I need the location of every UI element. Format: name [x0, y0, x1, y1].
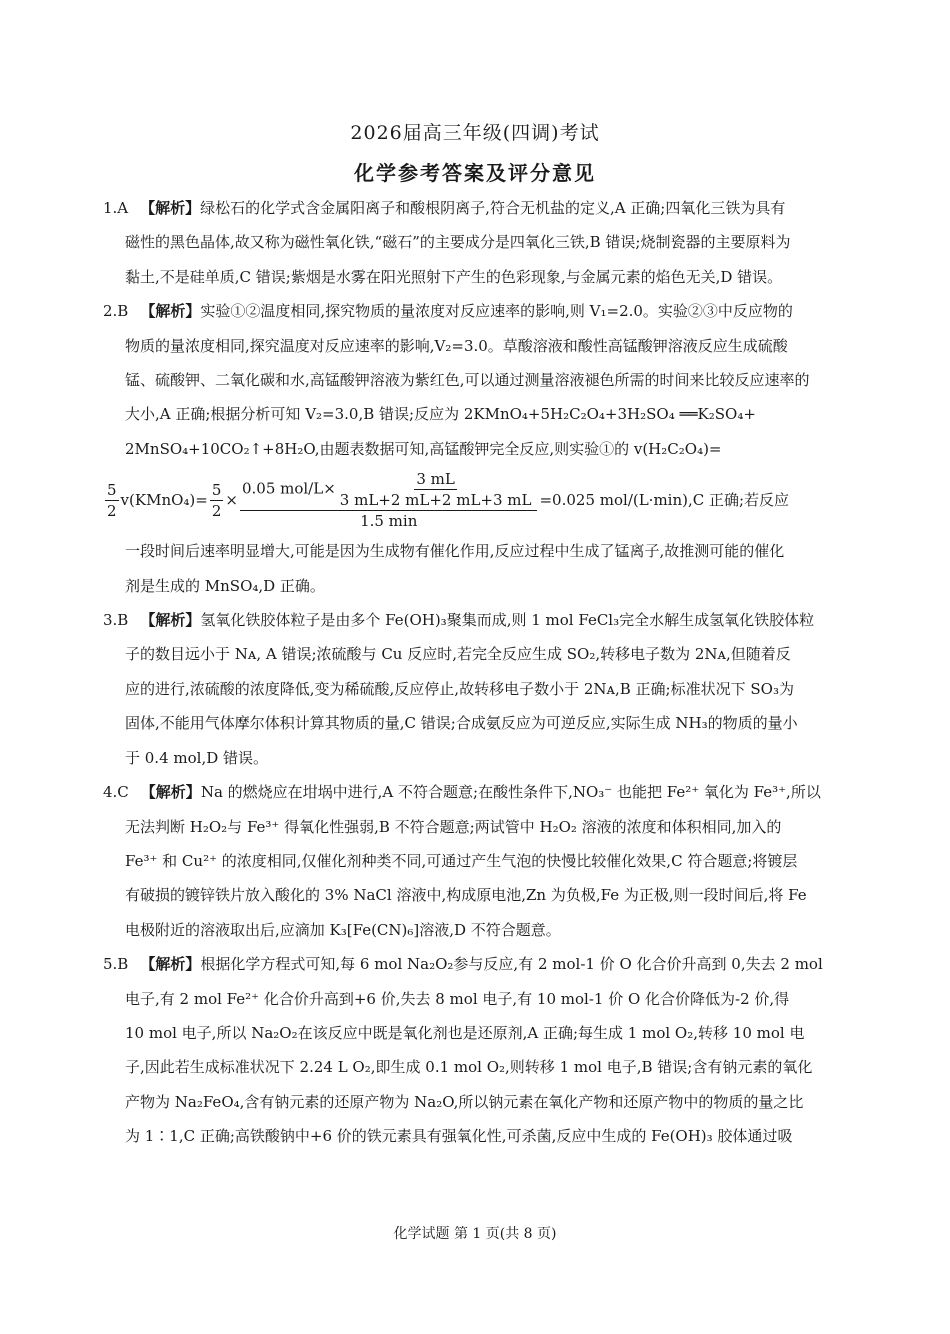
analysis-tag: 【解析】	[140, 955, 201, 974]
answer-text-line: 有破损的镀锌铁片放入酸化的 3% NaCl 溶液中,构成原电池,Zn 为负极,Fe 为正极,则一段时间后,将 Fe	[125, 886, 807, 905]
answer-number: 4.C	[103, 783, 129, 802]
answer-text-line: 氢氧化铁胶体粒子是由多个 Fe(OH)₃聚集而成,则 1 mol FeCl₃完全水解生成氢氧化铁胶体粒	[200, 611, 815, 630]
answer-text-line: 电极附近的溶液取出后,应滴加 K₃[Fe(CN)₆]溶液,D 不符合题意。	[125, 920, 561, 939]
page-footer: 化学试题 第 1 页(共 8 页)	[393, 1226, 557, 1242]
analysis-tag: 【解析】	[140, 611, 201, 630]
fraction: $\frac{5}{2}$	[211, 480, 222, 520]
answer-text-line: 应的进行,浓硫酸的浓度降低,变为稀硫酸,反应停止,故转移电子数小于 2Nᴀ,B 正确;标准状况下 SO₃为	[125, 679, 794, 698]
answer-text-line: 子的数目远小于 Nᴀ, A 错误;浓硫酸与 Cu 反应时,若完全反应生成 SO₂,转移电子数为 2Nᴀ,但随着反	[125, 645, 791, 664]
answer-item-1	[103, 191, 853, 294]
answer-number: 3.B	[103, 611, 129, 630]
answer-text-line: Fe³⁺ 和 Cu²⁺ 的浓度相同,仅催化剂种类不同,可通过产生气泡的快慢比较催化效果,C 符合题意;将镀层	[125, 851, 798, 870]
analysis-tag: 【解析】	[140, 302, 201, 321]
answer-content	[103, 191, 853, 1154]
answer-text-line: 黏土,不是硅单质,C 错误;紫烟是水雾在阳光照射下产生的色彩现象,与金属元素的焰色无关,D 错误。	[125, 267, 783, 286]
rate-formula: $\frac{5}{2}$ v(KMnO₄)= $\frac{5}{2}$ × 0.05 mol/L× $\frac{3 mL}{3 mL+2 mL+2 mL+3 mL}$ 1.5 min =0.025 mol/(L·min),C 正确;若反应	[107, 470, 790, 531]
answer-text-line: 子,因此若生成标准状况下 2.24 L O₂,即生成 0.1 mol O₂,则转移 1 mol 电子,B 错误;含有钠元素的氧化	[125, 1058, 813, 1077]
answer-text-line: 无法判断 H₂O₂与 Fe³⁺ 得氧化性强弱,B 不符合题意;两试管中 H₂O₂ 溶液的浓度和体积相同,加入的	[125, 817, 782, 836]
answer-number: 5.B	[103, 955, 129, 974]
answer-item-4	[103, 775, 853, 947]
answer-text-line: 产物为 Na₂FeO₄,含有钠元素的还原产物为 Na₂O,所以钠元素在氧化产物和还原产物中的物质的量之比	[125, 1092, 804, 1111]
answer-text-line: 2MnSO₄+10CO₂↑+8H₂O,由题表数据可知,高锰酸钾完全反应,则实验①的 v(H₂C₂O₄)=	[125, 439, 722, 458]
fraction: $\frac{5}{2}$	[107, 480, 117, 520]
inner-fraction: $\frac{3 mL}{3 mL+2 mL+2 mL+3 mL}$	[339, 470, 532, 510]
answer-number: 1.A	[103, 199, 129, 217]
answer-text-line: 根据化学方程式可知,每 6 mol Na₂O₂参与反应,有 2 mol-1 价 O 化合价升高到 0,失去 2 mol	[200, 955, 823, 974]
answer-text-line: 于 0.4 mol,D 错误。	[125, 748, 269, 767]
answer-item-2	[103, 294, 853, 603]
answer-text-line: Na 的燃烧应在坩埚中进行,A 不符合题意;在酸性条件下,NO₃⁻ 也能把 Fe²⁺ 氧化为 Fe³⁺,所以	[200, 783, 821, 802]
big-fraction: 0.05 mol/L× $\frac{3 mL}{3 mL+2 mL+2 mL+3 mL}$ 1.5 min	[240, 469, 538, 531]
analysis-tag: 【解析】	[140, 199, 201, 217]
answer-number: 2.B	[103, 302, 129, 321]
answer-text-line: 大小,A 正确;根据分析可知 V₂=3.0,B 错误;反应为 2KMnO₄+5H₂C₂O₄+3H₂SO₄ ══K₂SO₄+	[125, 405, 756, 424]
answer-text-line: 实验①②温度相同,探究物质的量浓度对反应速率的影响,则 V₁=2.0。实验②③中反应物的	[200, 302, 793, 321]
page-title: 2026届高三年级(四调)考试	[350, 122, 600, 144]
answer-text-line: 物质的量浓度相同,探究温度对反应速率的影响,V₂=3.0。草酸溶液和酸性高锰酸钾溶液反应生成硫酸	[125, 336, 788, 355]
answer-text-line: 剂是生成的 MnSO₄,D 正确。	[125, 576, 325, 595]
answer-text-line: 固体,不能用气体摩尔体积计算其物质的量,C 错误;合成氨反应为可逆反应,实际生成 NH₃的物质的量小	[125, 714, 798, 733]
analysis-tag: 【解析】	[140, 783, 201, 802]
page-subtitle: 化学参考答案及评分意见	[354, 161, 596, 185]
answer-text-line: 绿松石的化学式含金属阳离子和酸根阴离子,符合无机盐的定义,A 正确;四氧化三铁为具有	[200, 199, 786, 217]
answer-text-line: 电子,有 2 mol Fe²⁺ 化合价升高到+6 价,失去 8 mol 电子,有 10 mol-1 价 O 化合价降低为-2 价,得	[125, 989, 790, 1008]
answer-text-line: 10 mol 电子,所以 Na₂O₂在该反应中既是氧化剂也是还原剂,A 正确;每生成 1 mol O₂,转移 10 mol 电	[125, 1023, 805, 1042]
answer-text-line: 磁性的黑色晶体,故又称为磁性氧化铁,“磁石”的主要成分是四氧化三铁,B 错误;烧制瓷器的主要原料为	[125, 233, 791, 252]
answer-text-line: 锰、硫酸钾、二氧化碳和水,高锰酸钾溶液为紫红色,可以通过测量溶液褪色所需的时间来比较反应速率的	[125, 371, 810, 390]
answer-text-line: 为 1∶1,C 正确;高铁酸钠中+6 价的铁元素具有强氧化性,可杀菌,反应中生成的 Fe(OH)₃ 胶体通过吸	[125, 1127, 793, 1146]
answer-item-5	[103, 947, 853, 1153]
answer-text-line: 一段时间后速率明显增大,可能是因为生成物有催化作用,反应过程中生成了锰离子,故推测可能的催化	[125, 542, 785, 561]
answer-item-3	[103, 603, 853, 775]
